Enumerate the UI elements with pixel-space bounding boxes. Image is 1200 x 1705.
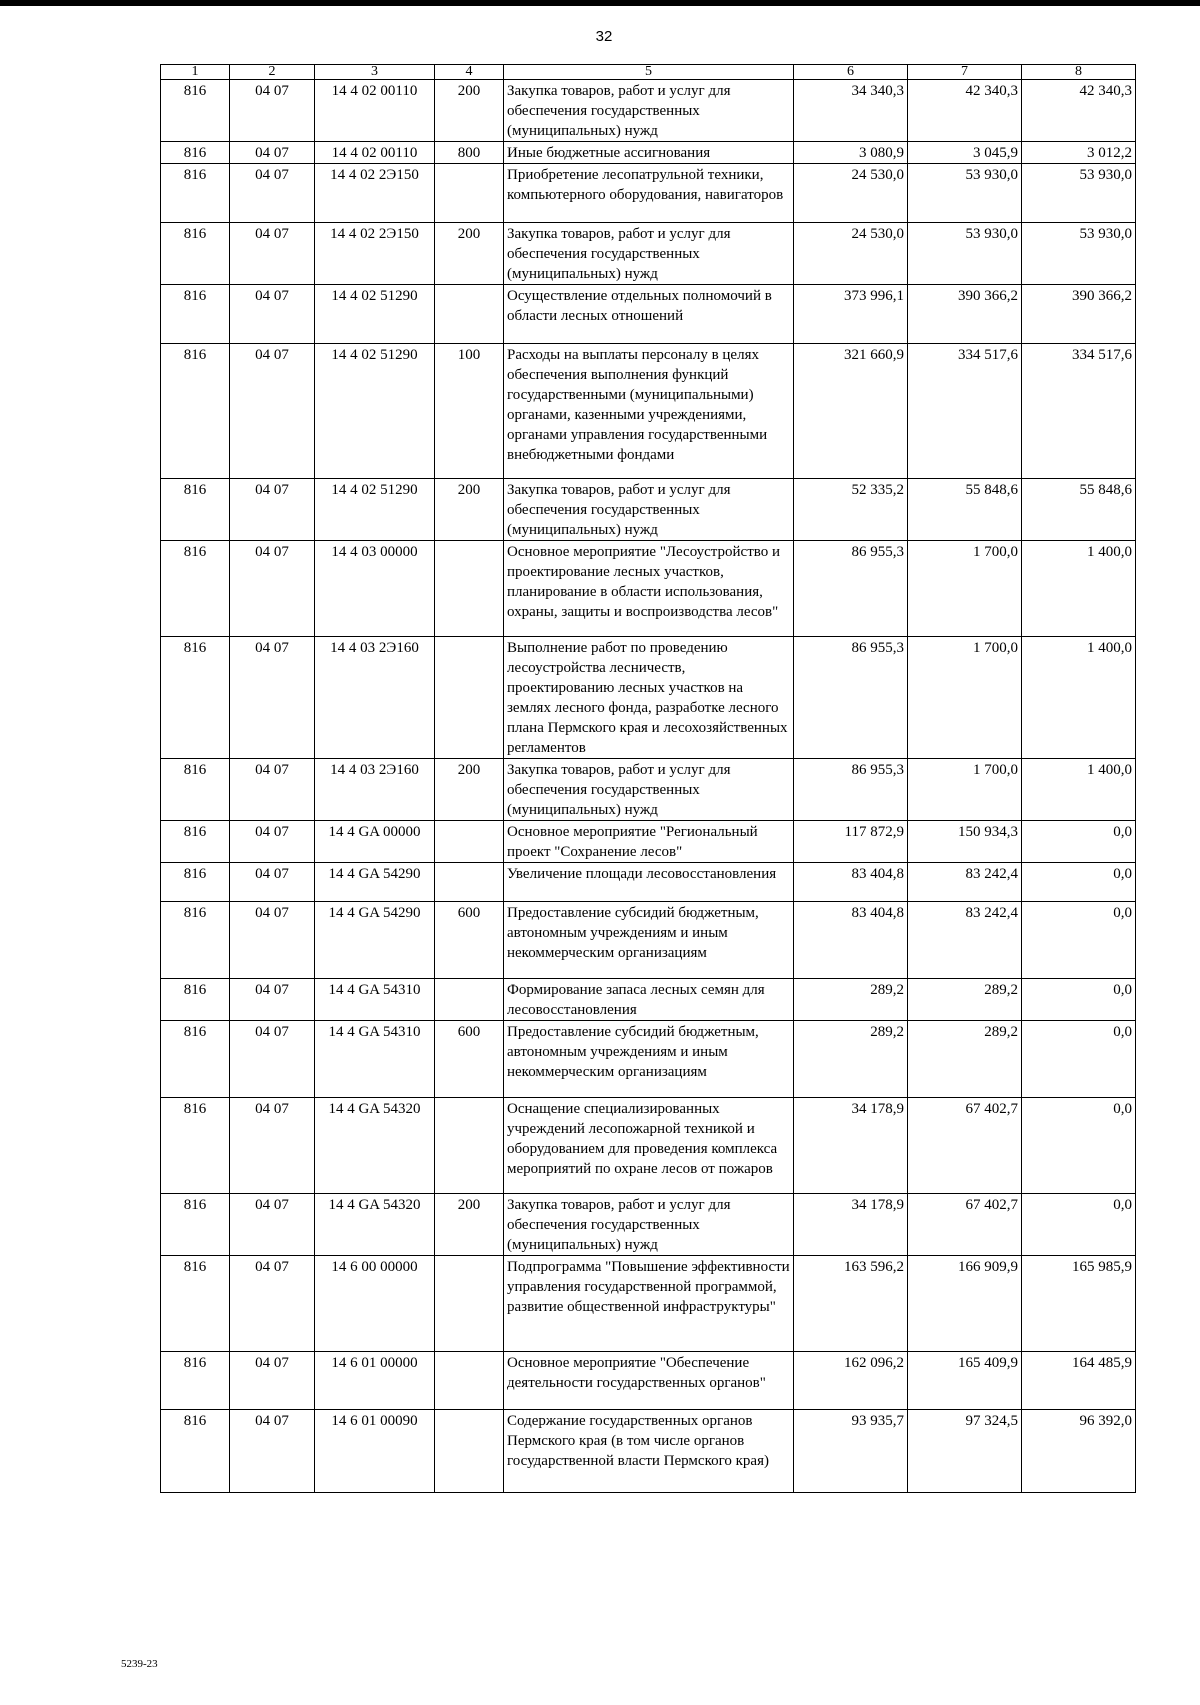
item-description: Предоставление субсидий бюджетным, автономным учреждениям и иным некоммерческим организациям xyxy=(504,1021,794,1098)
table-row xyxy=(161,479,1136,541)
amount-col7: 3 045,9 xyxy=(908,142,1022,164)
amount-col8: 0,0 xyxy=(1022,863,1136,902)
page-number: 32 xyxy=(595,28,613,45)
chapter-code: 816 xyxy=(161,759,230,821)
table-row xyxy=(161,637,1136,759)
section-code: 04 07 xyxy=(230,1098,315,1194)
column-header: 2 xyxy=(230,65,315,80)
table-row xyxy=(161,979,1136,1021)
amount-col8: 42 340,3 xyxy=(1022,80,1136,142)
table-row xyxy=(161,285,1136,344)
amount-col8: 96 392,0 xyxy=(1022,1410,1136,1493)
scan-edge xyxy=(0,0,1200,6)
chapter-code: 816 xyxy=(161,223,230,285)
section-code: 04 07 xyxy=(230,821,315,863)
amount-col6: 162 096,2 xyxy=(794,1352,908,1410)
amount-col6: 24 530,0 xyxy=(794,223,908,285)
section-code: 04 07 xyxy=(230,902,315,979)
item-description: Оснащение специализированных учреждений лесопожарной техникой и оборудованием для проведения комплекса мероприятий по охране лесов от пожаров xyxy=(504,1098,794,1194)
item-description: Основное мероприятие "Лесоустройство и проектирование лесных участков, планирование в области использования, охраны, защиты и воспроизводства лесов" xyxy=(504,541,794,637)
amount-col8: 1 400,0 xyxy=(1022,637,1136,759)
amount-col6: 34 340,3 xyxy=(794,80,908,142)
section-code: 04 07 xyxy=(230,541,315,637)
amount-col8: 390 366,2 xyxy=(1022,285,1136,344)
amount-col6: 321 660,9 xyxy=(794,344,908,479)
section-code: 04 07 xyxy=(230,1021,315,1098)
section-code: 04 07 xyxy=(230,164,315,223)
table-row xyxy=(161,164,1136,223)
item-description: Осуществление отдельных полномочий в области лесных отношений xyxy=(504,285,794,344)
amount-col7: 165 409,9 xyxy=(908,1352,1022,1410)
item-description: Расходы на выплаты персоналу в целях обеспечения выполнения функций государственными (муниципальными) органами, казенными учреждениями, органами управления государственными внебюджетными фондами xyxy=(504,344,794,479)
item-description: Формирование запаса лесных семян для лесовосстановления xyxy=(504,979,794,1021)
expense-type-code xyxy=(435,1256,504,1352)
target-item-code: 14 6 01 00090 xyxy=(315,1410,435,1493)
table-row xyxy=(161,821,1136,863)
amount-col8: 165 985,9 xyxy=(1022,1256,1136,1352)
table-row xyxy=(161,1098,1136,1194)
column-header: 7 xyxy=(908,65,1022,80)
table-row xyxy=(161,863,1136,902)
table-body xyxy=(161,65,1136,1493)
expense-type-code xyxy=(435,821,504,863)
section-code: 04 07 xyxy=(230,479,315,541)
amount-col8: 1 400,0 xyxy=(1022,759,1136,821)
amount-col8: 53 930,0 xyxy=(1022,164,1136,223)
item-description: Закупка товаров, работ и услуг для обеспечения государственных (муниципальных) нужд xyxy=(504,1194,794,1256)
section-code: 04 07 xyxy=(230,1256,315,1352)
amount-col6: 373 996,1 xyxy=(794,285,908,344)
section-code: 04 07 xyxy=(230,1352,315,1410)
chapter-code: 816 xyxy=(161,142,230,164)
table-row xyxy=(161,759,1136,821)
section-code: 04 07 xyxy=(230,80,315,142)
amount-col7: 97 324,5 xyxy=(908,1410,1022,1493)
amount-col7: 1 700,0 xyxy=(908,541,1022,637)
amount-col8: 53 930,0 xyxy=(1022,223,1136,285)
item-description: Основное мероприятие "Региональный проект "Сохранение лесов" xyxy=(504,821,794,863)
chapter-code: 816 xyxy=(161,979,230,1021)
expense-type-code: 600 xyxy=(435,902,504,979)
amount-col6: 24 530,0 xyxy=(794,164,908,223)
amount-col8: 0,0 xyxy=(1022,1194,1136,1256)
table-row xyxy=(161,1256,1136,1352)
section-code: 04 07 xyxy=(230,1194,315,1256)
amount-col7: 67 402,7 xyxy=(908,1098,1022,1194)
target-item-code: 14 4 GA 54310 xyxy=(315,1021,435,1098)
amount-col6: 86 955,3 xyxy=(794,541,908,637)
table-row xyxy=(161,1021,1136,1098)
expense-type-code: 200 xyxy=(435,223,504,285)
table-row xyxy=(161,1352,1136,1410)
chapter-code: 816 xyxy=(161,1256,230,1352)
amount-col6: 34 178,9 xyxy=(794,1098,908,1194)
item-description: Закупка товаров, работ и услуг для обеспечения государственных (муниципальных) нужд xyxy=(504,80,794,142)
chapter-code: 816 xyxy=(161,1098,230,1194)
section-code: 04 07 xyxy=(230,285,315,344)
chapter-code: 816 xyxy=(161,164,230,223)
expense-type-code xyxy=(435,1410,504,1493)
chapter-code: 816 xyxy=(161,80,230,142)
amount-col7: 289,2 xyxy=(908,979,1022,1021)
item-description: Предоставление субсидий бюджетным, автономным учреждениям и иным некоммерческим организациям xyxy=(504,902,794,979)
amount-col6: 86 955,3 xyxy=(794,637,908,759)
chapter-code: 816 xyxy=(161,1352,230,1410)
expense-type-code xyxy=(435,863,504,902)
amount-col8: 0,0 xyxy=(1022,1098,1136,1194)
item-description: Подпрограмма "Повышение эффективности управления государственной программой, развитие общественной инфраструктуры" xyxy=(504,1256,794,1352)
item-description: Закупка товаров, работ и услуг для обеспечения государственных (муниципальных) нужд xyxy=(504,479,794,541)
expense-type-code xyxy=(435,637,504,759)
amount-col8: 0,0 xyxy=(1022,979,1136,1021)
section-code: 04 07 xyxy=(230,637,315,759)
chapter-code: 816 xyxy=(161,637,230,759)
amount-col7: 55 848,6 xyxy=(908,479,1022,541)
target-item-code: 14 4 GA 54320 xyxy=(315,1098,435,1194)
target-item-code: 14 4 GA 54320 xyxy=(315,1194,435,1256)
table-row xyxy=(161,142,1136,164)
amount-col6: 117 872,9 xyxy=(794,821,908,863)
target-item-code: 14 4 GA 54290 xyxy=(315,902,435,979)
amount-col7: 166 909,9 xyxy=(908,1256,1022,1352)
target-item-code: 14 4 02 2Э150 xyxy=(315,164,435,223)
target-item-code: 14 4 GA 54290 xyxy=(315,863,435,902)
amount-col7: 42 340,3 xyxy=(908,80,1022,142)
amount-col6: 34 178,9 xyxy=(794,1194,908,1256)
section-code: 04 07 xyxy=(230,344,315,479)
item-description: Содержание государственных органов Пермского края (в том числе органов государственной власти Пермского края) xyxy=(504,1410,794,1493)
amount-col8: 1 400,0 xyxy=(1022,541,1136,637)
amount-col8: 0,0 xyxy=(1022,902,1136,979)
section-code: 04 07 xyxy=(230,759,315,821)
expense-type-code: 200 xyxy=(435,759,504,821)
item-description: Закупка товаров, работ и услуг для обеспечения государственных (муниципальных) нужд xyxy=(504,223,794,285)
table-row xyxy=(161,344,1136,479)
target-item-code: 14 4 GA 54310 xyxy=(315,979,435,1021)
section-code: 04 07 xyxy=(230,223,315,285)
item-description: Выполнение работ по проведению лесоустройства лесничеств, проектированию лесных участков на землях лесного фонда, разработке лесного плана Пермского края и лесохозяйственных регламентов xyxy=(504,637,794,759)
amount-col7: 150 934,3 xyxy=(908,821,1022,863)
section-code: 04 07 xyxy=(230,979,315,1021)
target-item-code: 14 4 03 2Э160 xyxy=(315,637,435,759)
item-description: Приобретение лесопатрульной техники, компьютерного оборудования, навигаторов xyxy=(504,164,794,223)
target-item-code: 14 4 02 2Э150 xyxy=(315,223,435,285)
document-code: 5239-23 xyxy=(121,1658,158,1670)
target-item-code: 14 6 01 00000 xyxy=(315,1352,435,1410)
chapter-code: 816 xyxy=(161,541,230,637)
chapter-code: 816 xyxy=(161,1410,230,1493)
expense-type-code xyxy=(435,1098,504,1194)
chapter-code: 816 xyxy=(161,479,230,541)
amount-col8: 0,0 xyxy=(1022,1021,1136,1098)
column-header: 1 xyxy=(161,65,230,80)
amount-col7: 390 366,2 xyxy=(908,285,1022,344)
chapter-code: 816 xyxy=(161,863,230,902)
expense-type-code xyxy=(435,541,504,637)
expense-type-code: 600 xyxy=(435,1021,504,1098)
chapter-code: 816 xyxy=(161,1021,230,1098)
item-description: Основное мероприятие "Обеспечение деятельности государственных органов" xyxy=(504,1352,794,1410)
amount-col6: 3 080,9 xyxy=(794,142,908,164)
target-item-code: 14 4 03 00000 xyxy=(315,541,435,637)
amount-col8: 55 848,6 xyxy=(1022,479,1136,541)
amount-col8: 334 517,6 xyxy=(1022,344,1136,479)
expense-type-code: 800 xyxy=(435,142,504,164)
column-header: 3 xyxy=(315,65,435,80)
table-row xyxy=(161,1410,1136,1493)
amount-col6: 289,2 xyxy=(794,979,908,1021)
target-item-code: 14 4 03 2Э160 xyxy=(315,759,435,821)
amount-col7: 83 242,4 xyxy=(908,902,1022,979)
target-item-code: 14 4 02 00110 xyxy=(315,142,435,164)
amount-col7: 289,2 xyxy=(908,1021,1022,1098)
target-item-code: 14 4 02 51290 xyxy=(315,479,435,541)
expense-type-code: 200 xyxy=(435,80,504,142)
amount-col6: 83 404,8 xyxy=(794,902,908,979)
amount-col7: 67 402,7 xyxy=(908,1194,1022,1256)
amount-col6: 86 955,3 xyxy=(794,759,908,821)
header-row xyxy=(161,65,1136,80)
table-row xyxy=(161,1194,1136,1256)
table-row xyxy=(161,902,1136,979)
expense-type-code xyxy=(435,1352,504,1410)
amount-col6: 289,2 xyxy=(794,1021,908,1098)
amount-col6: 83 404,8 xyxy=(794,863,908,902)
expense-type-code: 100 xyxy=(435,344,504,479)
amount-col8: 0,0 xyxy=(1022,821,1136,863)
amount-col7: 83 242,4 xyxy=(908,863,1022,902)
target-item-code: 14 4 02 00110 xyxy=(315,80,435,142)
expense-type-code xyxy=(435,164,504,223)
table-row xyxy=(161,80,1136,142)
item-description: Иные бюджетные ассигнования xyxy=(504,142,794,164)
expense-type-code: 200 xyxy=(435,1194,504,1256)
section-code: 04 07 xyxy=(230,142,315,164)
column-header: 8 xyxy=(1022,65,1136,80)
expense-type-code xyxy=(435,285,504,344)
target-item-code: 14 4 02 51290 xyxy=(315,344,435,479)
chapter-code: 816 xyxy=(161,902,230,979)
amount-col8: 3 012,2 xyxy=(1022,142,1136,164)
amount-col7: 1 700,0 xyxy=(908,637,1022,759)
target-item-code: 14 4 02 51290 xyxy=(315,285,435,344)
section-code: 04 07 xyxy=(230,863,315,902)
amount-col7: 53 930,0 xyxy=(908,223,1022,285)
item-description: Закупка товаров, работ и услуг для обеспечения государственных (муниципальных) нужд xyxy=(504,759,794,821)
amount-col6: 163 596,2 xyxy=(794,1256,908,1352)
chapter-code: 816 xyxy=(161,344,230,479)
amount-col6: 93 935,7 xyxy=(794,1410,908,1493)
column-header: 6 xyxy=(794,65,908,80)
chapter-code: 816 xyxy=(161,1194,230,1256)
table-row xyxy=(161,223,1136,285)
target-item-code: 14 6 00 00000 xyxy=(315,1256,435,1352)
budget-table xyxy=(160,64,1136,1493)
target-item-code: 14 4 GA 00000 xyxy=(315,821,435,863)
amount-col7: 1 700,0 xyxy=(908,759,1022,821)
amount-col8: 164 485,9 xyxy=(1022,1352,1136,1410)
amount-col7: 334 517,6 xyxy=(908,344,1022,479)
item-description: Увеличение площади лесовосстановления xyxy=(504,863,794,902)
table-row xyxy=(161,541,1136,637)
chapter-code: 816 xyxy=(161,821,230,863)
amount-col7: 53 930,0 xyxy=(908,164,1022,223)
column-header: 4 xyxy=(435,65,504,80)
chapter-code: 816 xyxy=(161,285,230,344)
expense-type-code xyxy=(435,979,504,1021)
section-code: 04 07 xyxy=(230,1410,315,1493)
column-header: 5 xyxy=(504,65,794,80)
expense-type-code: 200 xyxy=(435,479,504,541)
amount-col6: 52 335,2 xyxy=(794,479,908,541)
